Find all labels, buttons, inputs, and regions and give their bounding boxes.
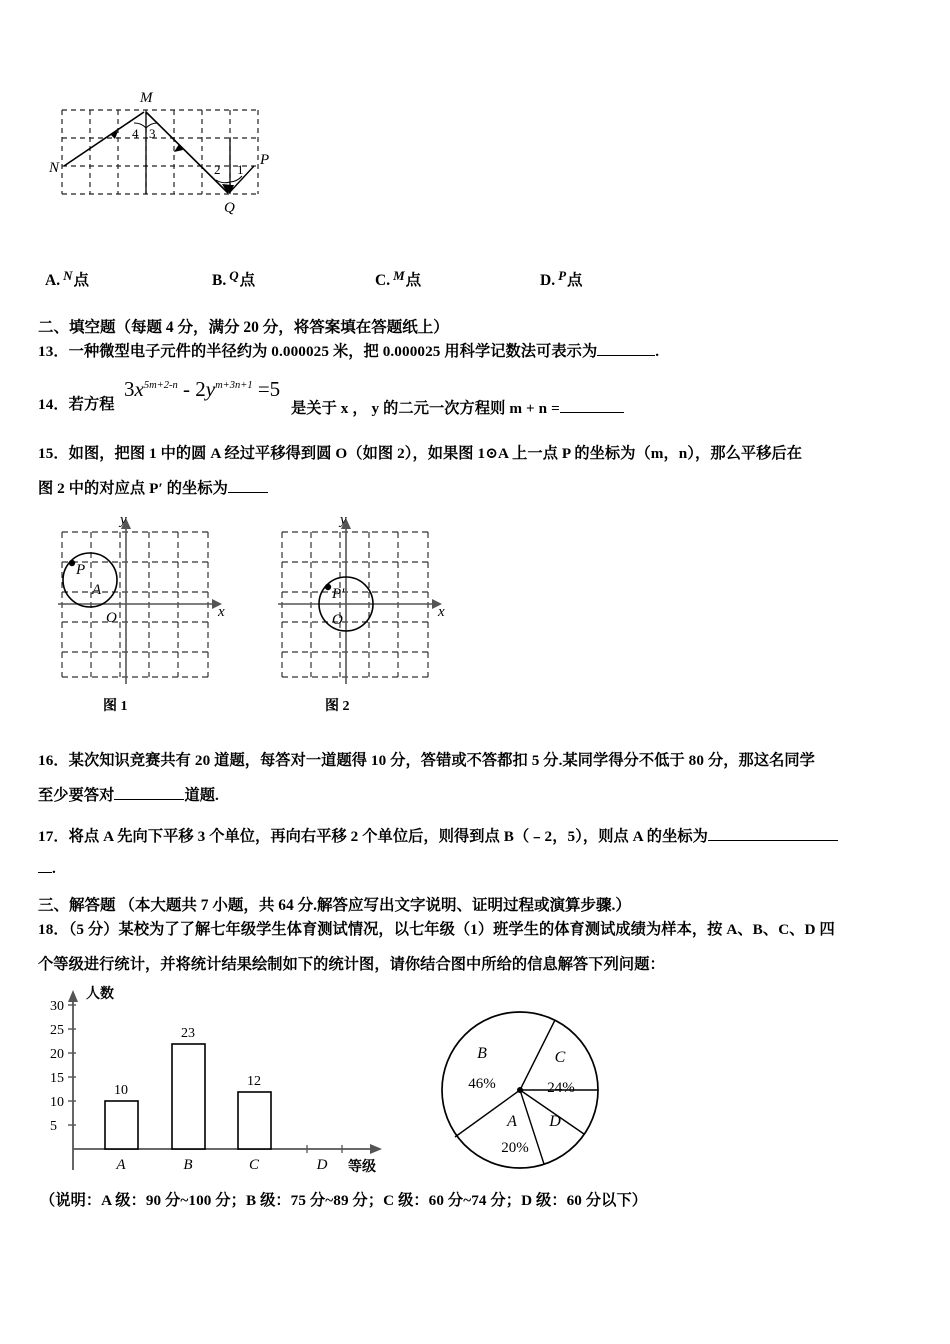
figure1-caption: 图 1: [103, 699, 128, 714]
choice-a[interactable]: [45, 268, 89, 290]
question-17-period: .: [52, 860, 56, 877]
formula-minus: -: [183, 377, 190, 401]
bar-value-A: 10: [114, 1083, 128, 1098]
question-14-suffix-text: 是关于 x ， y 的二元一次方程则 m + n =: [291, 400, 560, 417]
question-16-line1: 16．某次知识竞赛共有 20 道题，每答对一道题得 10 分，答错或不答都扣 5 分.某同学得分不低于 80 分，那这名同学: [38, 752, 815, 769]
label-angle-1: 1: [237, 162, 244, 177]
question-13-blank[interactable]: [597, 355, 655, 356]
question-17-blank[interactable]: [708, 840, 838, 841]
question-16-line2-after: 道题.: [184, 787, 219, 804]
pie-percent-C: 24%: [547, 1080, 575, 1096]
pie-percent-A: 20%: [501, 1140, 529, 1156]
question-18-line1: 18．（5 分）某校为了了解七年级学生体育测试情况，以七年级（1）班学生的体育测试成绩为样本，按 A、B、C、D 四: [38, 921, 835, 938]
section-three-heading: 三、解答题 （本大题共 7 小题，共 64 分.解答应写出文字说明、证明过程或演算步骤.）: [38, 897, 631, 914]
pie-chart-svg: [420, 1000, 620, 1180]
label-Q: Q: [224, 200, 235, 216]
question-13: [38, 341, 659, 364]
choice-c-var: M: [393, 268, 405, 283]
bar-category-A: A: [116, 1157, 126, 1173]
choice-b[interactable]: [212, 268, 255, 290]
figure-q15-graph2-svg: [270, 512, 455, 687]
label-M: M: [140, 90, 153, 106]
question-14-prefix: 14．若方程: [38, 396, 115, 413]
bar-x-axis-title: 等级: [348, 1158, 376, 1174]
bar-C: [238, 1092, 271, 1149]
formula-var-y: y: [205, 377, 216, 401]
choice-a-suffix: 点: [73, 272, 89, 289]
label-angle-4: 4: [132, 126, 139, 141]
bar-category-D: D: [316, 1157, 328, 1173]
figure1-y-axis-label: y: [120, 512, 127, 528]
formula-exp-x: 5m+2-n: [143, 380, 178, 391]
bar-ytick-5: 5: [50, 1119, 57, 1134]
pie-label-D: D: [549, 1113, 561, 1130]
label-angle-2: 2: [214, 162, 221, 177]
question-15-line2: [38, 478, 268, 501]
figure2-caption: 图 2: [325, 699, 350, 714]
figure2-origin-label: O: [332, 612, 343, 628]
figure-q12-svg: [48, 82, 288, 232]
choice-b-var: Q: [229, 268, 239, 283]
bar-value-B: 23: [181, 1026, 195, 1041]
choice-b-key: B.: [212, 272, 227, 289]
formula-exp-y: m+3n+1: [215, 380, 253, 391]
question-18-note: （说明：A 级：90 分~100 分；B 级：75 分~89 分；C 级：60 分~74 分；D 级：60 分以下）: [40, 1192, 648, 1209]
pie-percent-B: 46%: [468, 1076, 496, 1092]
question-13-period: .: [655, 343, 660, 360]
question-15-line2-text: 图 2 中的对应点 P′ 的坐标为: [38, 480, 228, 497]
bar-ytick-30: 30: [50, 999, 64, 1014]
question-14-blank[interactable]: [560, 412, 624, 413]
pie-label-A: A: [507, 1113, 517, 1130]
bar-B: [172, 1044, 205, 1149]
figure1-x-axis-label: x: [218, 604, 225, 620]
choice-d-var: P: [558, 268, 567, 283]
formula-equals: =5: [257, 377, 281, 401]
bar-chart: [48, 982, 393, 1182]
figure1-center-A-label: A: [92, 582, 102, 598]
question-17-text: 17．将点 A 先向下平移 3 个单位，再向右平移 2 个单位后，则得到点 B（﹣2，5），则点 A 的坐标为: [38, 828, 708, 845]
question-17-blank-cont[interactable]: [38, 872, 52, 873]
pie-label-C: C: [554, 1049, 566, 1066]
bar-value-C: 12: [247, 1074, 261, 1089]
figure-q12-geometry: [48, 82, 288, 237]
question-15-line1: 15．如图，把图 1 中的圆 A 经过平移得到圆 O（如图 2），如果图 1⊙A 上一点 P 的坐标为（m，n），那么平移后在: [38, 445, 803, 462]
figure-q15-graph1-svg: [50, 512, 235, 687]
section-two-heading: 二、填空题（每题 4 分，满分 20 分，将答案填在答题纸上）: [38, 319, 449, 336]
bar-category-C: C: [248, 1157, 260, 1173]
question-14-suffix: [291, 398, 624, 421]
bar-A: [105, 1101, 138, 1149]
question-16-line2: [38, 785, 219, 808]
formula-coef-2: 2: [195, 377, 206, 401]
figure2-x-axis-label: x: [438, 604, 445, 620]
figure-q15-graph2: [270, 512, 455, 692]
choice-b-suffix: 点: [239, 272, 256, 289]
choice-a-var: N: [63, 268, 73, 283]
question-16-blank[interactable]: [114, 799, 184, 800]
pie-label-B: B: [477, 1045, 487, 1062]
figure1-origin-label: O: [106, 610, 117, 626]
bar-category-B: B: [183, 1157, 193, 1173]
bar-ytick-15: 15: [50, 1071, 64, 1086]
label-P: P: [260, 152, 270, 168]
pie-chart: [420, 1000, 620, 1185]
choice-c-suffix: 点: [405, 272, 422, 289]
question-17-line1: [38, 826, 838, 849]
figure2-point-P-label: P': [332, 586, 345, 602]
bar-y-axis-title: 人数: [86, 985, 114, 1001]
bar-ytick-20: 20: [50, 1047, 64, 1062]
figure2-y-axis-label: y: [340, 512, 347, 528]
figure1-point-P-label: P: [76, 562, 86, 578]
choice-a-key: A.: [45, 272, 61, 289]
question-18-line2: 个等级进行统计，并将统计结果绘制如下的统计图，请你结合图中所给的信息解答下列问题：: [38, 956, 665, 973]
formula-coef-1: 3: [124, 377, 135, 401]
question-13-text: 13．一种微型电子元件的半径约为 0.000025 米，把 0.000025 用科学记数法可表示为: [38, 343, 598, 360]
formula-var-x: x: [134, 377, 144, 401]
bar-ytick-25: 25: [50, 1023, 64, 1038]
choice-d[interactable]: [540, 268, 583, 290]
question-17-line2: [38, 858, 56, 881]
figure-q15-graph1: [50, 512, 235, 692]
choice-d-suffix: 点: [567, 272, 583, 289]
bar-ytick-10: 10: [50, 1095, 64, 1110]
question-14-formula: [124, 377, 280, 402]
label-angle-3: 3: [149, 126, 156, 141]
label-N: N: [49, 160, 60, 176]
choice-c[interactable]: [375, 268, 421, 290]
choice-d-key: D.: [540, 272, 556, 289]
choice-c-key: C.: [375, 272, 391, 289]
question-15-blank[interactable]: [228, 492, 268, 493]
question-16-line2-before: 至少要答对: [38, 787, 115, 804]
bar-chart-svg: [48, 982, 393, 1177]
